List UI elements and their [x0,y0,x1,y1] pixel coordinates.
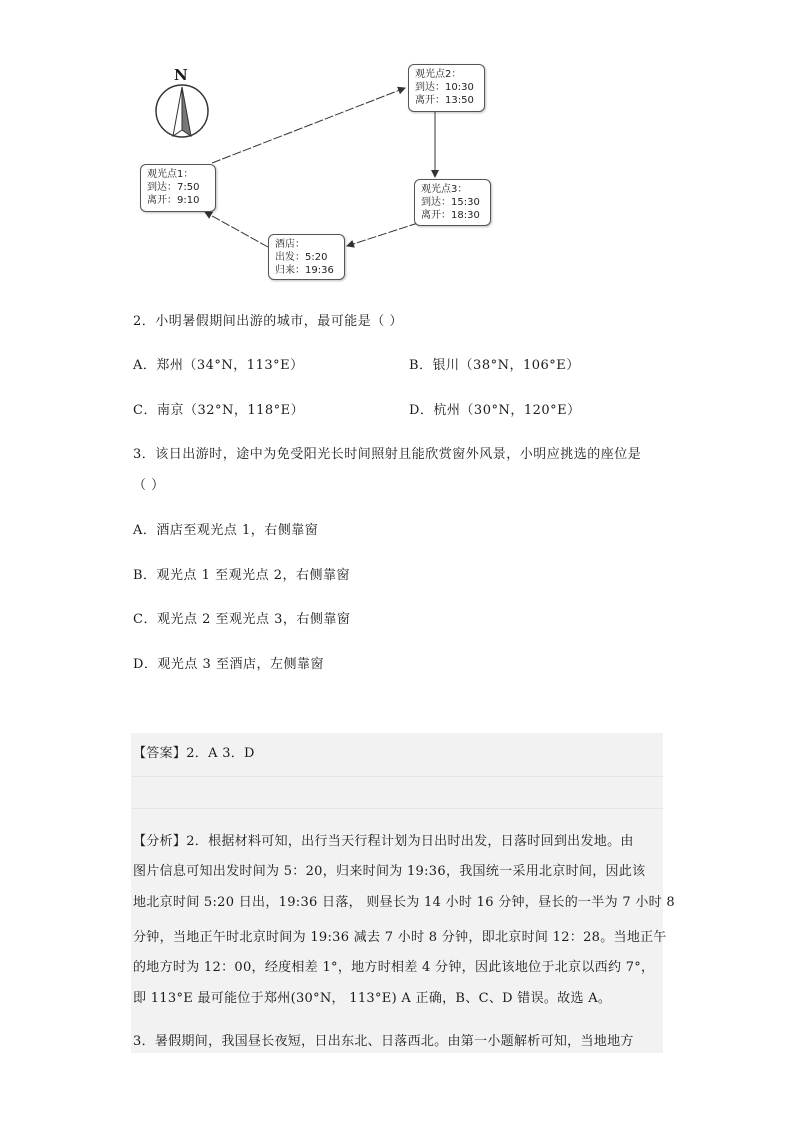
spot2-box [408,64,485,112]
analysis-divider [131,808,663,809]
compass-north-label: N [174,66,188,84]
spot3-title: 观光点3： [421,184,468,195]
q3-option-b: B．观光点 1 至观光点 2，右侧靠窗 [133,568,350,583]
route-spot1-to-spot2 [212,88,405,163]
spot3-box [414,179,491,226]
q3-option-c: C．观光点 2 至观光点 3，右侧靠窗 [133,612,351,627]
route-diagram [0,0,794,300]
answer-divider [131,776,663,777]
spot1-arrive: 到达：7:50 [147,182,200,193]
analysis-line: 即 113°E 最可能位于郑州(30°N， 113°E) A 正确，B、C、D 错误。故选 A。 [133,991,612,1006]
spot1-title: 观光点1： [147,169,194,180]
analysis-line: 的地方时为 12：00，经度相差 1°，地方时相差 4 分钟，因此该地位于北京以西约 7°， [133,960,655,975]
hotel-return: 归来：19:36 [275,265,334,276]
q3-stem-line1: 3．该日出游时，途中为免受阳光长时间照射且能欣赏窗外风景，小明应挑选的座位是 [133,447,642,462]
analysis-line: 分钟，当地正午时北京时间为 19:36 减去 7 小时 8 分钟，即北京时间 12：28。当地正午 [133,930,667,945]
q2-option-a: A．郑州（34°N，113°E） [133,358,304,373]
spot2-leave: 离开：13:50 [415,95,474,106]
q2-option-c: C．南京（32°N，118°E） [133,403,305,418]
route-arrows [0,0,794,300]
analysis-line: 图片信息可知出发时间为 5：20，归来时间为 19:36，我国统一采用北京时间，因此该 [133,864,646,879]
analysis-line: 3．暑假期间，我国昼长夜短，日出东北、日落西北。由第一小题解析可知，当地地方 [133,1034,634,1049]
spot1-leave: 离开：9:10 [147,195,200,206]
q2-option-d: D．杭州（30°N，120°E） [409,403,581,418]
spot2-title: 观光点2： [415,69,462,80]
route-spot3-to-hotel [347,223,418,246]
q2-stem: 2．小明暑假期间出游的城市，最可能是（ ） [133,314,403,329]
answer-text: 【答案】2．A 3．D [133,746,255,761]
q2-option-b: B．银川（38°N，106°E） [409,358,580,373]
route-hotel-to-spot1 [205,212,268,247]
q3-option-d: D．观光点 3 至酒店，左侧靠窗 [133,657,324,672]
spot3-arrive: 到达：15:30 [421,197,480,208]
spot2-arrive: 到达：10:30 [415,82,474,93]
q3-option-a: A．酒店至观光点 1，右侧靠窗 [133,523,319,538]
spot3-leave: 离开：18:30 [421,210,480,221]
q3-stem-line2: （ ） [133,478,165,493]
hotel-title: 酒店： [275,239,305,250]
spot1-box [140,164,216,212]
hotel-depart: 出发：5:20 [275,252,328,263]
analysis-line: 地北京时间 5:20 日出，19:36 日落， 则昼长为 14 小时 16 分钟，昼长的一半为 7 小时 8 [133,895,675,910]
analysis-line: 【分析】2．根据材料可知，出行当天行程计划为日出时出发，日落时回到出发地。由 [133,834,634,849]
hotel-box [268,234,345,280]
compass-icon [156,85,208,137]
